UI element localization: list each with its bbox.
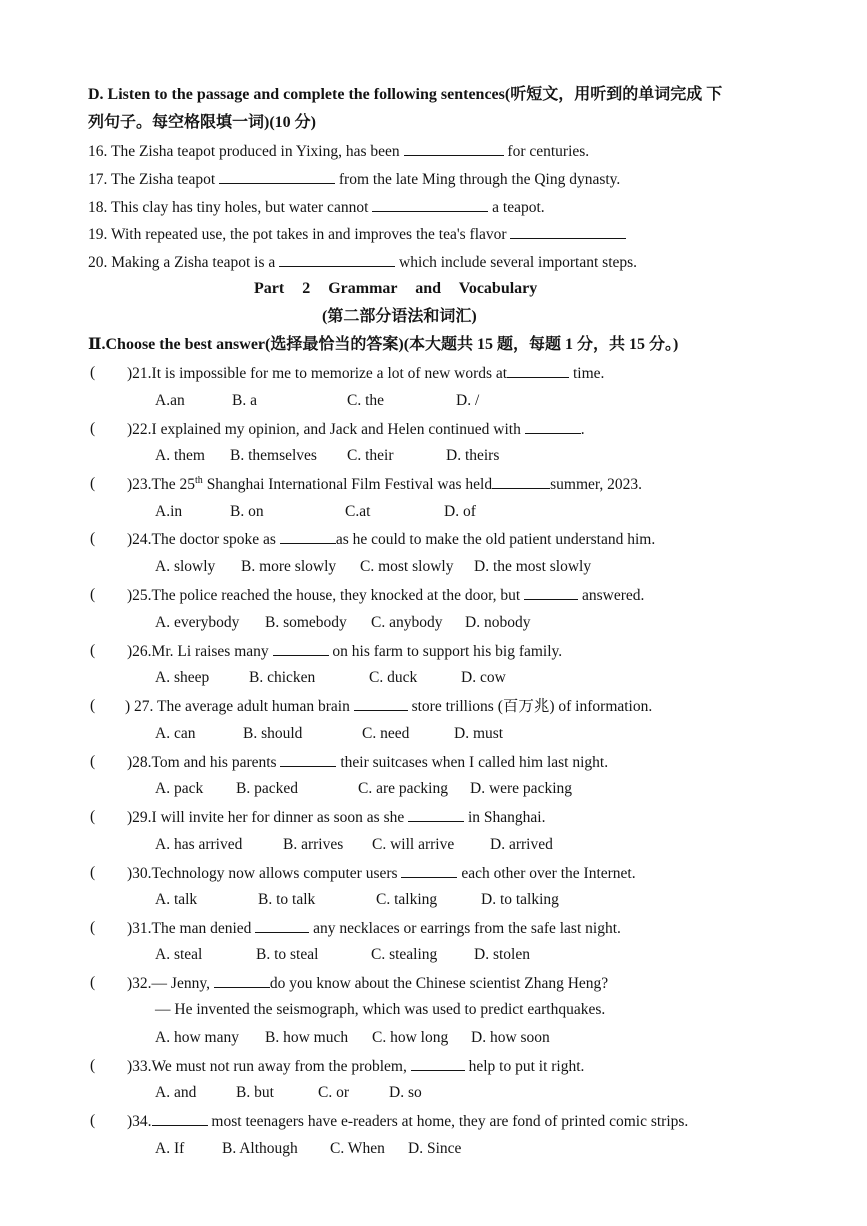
option-b[interactable]: B. on (230, 503, 264, 520)
question-number: )22. (127, 421, 152, 438)
option-a[interactable]: A. sheep (155, 669, 210, 686)
question-26 (127, 641, 562, 662)
question-22 (127, 419, 585, 440)
option-b[interactable]: B. a (232, 392, 257, 409)
item-text: from the late Ming through the Qing dynasty. (335, 171, 621, 188)
question-number: )28. (127, 754, 152, 771)
option-a[interactable]: A. everybody (155, 614, 240, 631)
answer-blank (525, 419, 581, 434)
fill-item-16 (88, 141, 589, 162)
option-b[interactable]: B. arrives (283, 836, 344, 853)
question-30 (127, 863, 636, 884)
question-text: The police reached the house, they knocked at the door, but (151, 587, 525, 604)
option-a[interactable]: A. talk (155, 891, 198, 908)
option-b[interactable]: B. more slowly (241, 558, 337, 575)
question-number: )30. (127, 865, 152, 882)
answer-paren[interactable]: ( (90, 697, 96, 714)
answer-blank (214, 973, 270, 988)
option-d[interactable]: D. Since (408, 1140, 462, 1157)
option-d[interactable]: D. of (444, 503, 476, 520)
option-c[interactable]: C. most slowly (360, 558, 454, 575)
question-number: )25. (127, 587, 152, 604)
answer-blank (401, 863, 457, 878)
section-d-title: D. Listen to the passage and complete the following sentences(听短文，用听到的单词完成 下 (88, 86, 723, 103)
option-a[interactable]: A. pack (155, 780, 204, 797)
question-text: The 25 (151, 476, 196, 493)
question-number: ) 27. (125, 698, 154, 715)
question-text: It is impossible for me to memorize a lot of new words at (151, 365, 508, 382)
option-a[interactable]: A. If (155, 1140, 185, 1157)
answer-blank[interactable] (510, 224, 626, 239)
answer-paren[interactable]: ( (90, 808, 96, 825)
item-text: a teapot. (488, 199, 545, 216)
option-b[interactable]: B. chicken (249, 669, 316, 686)
item-text: 16. The Zisha teapot produced in Yixing, has been (88, 143, 404, 160)
option-b[interactable]: B. packed (236, 780, 298, 797)
answer-paren[interactable]: ( (90, 1057, 96, 1074)
option-d[interactable]: D. theirs (446, 447, 500, 464)
question-text: The man denied (151, 920, 256, 937)
answer-blank (524, 585, 578, 600)
answer-blank (408, 807, 464, 822)
answer-blank[interactable] (219, 169, 335, 184)
question-23 (127, 474, 642, 495)
option-c[interactable]: C.at (345, 503, 371, 520)
answer-blank (354, 696, 408, 711)
question-text: Tom and his parents (151, 754, 281, 771)
option-a[interactable]: A. can (155, 725, 196, 742)
answer-blank (411, 1056, 465, 1071)
answer-blank (280, 529, 336, 544)
option-d[interactable]: D. / (456, 392, 480, 409)
question-21 (127, 363, 604, 384)
option-c[interactable]: C. anybody (371, 614, 443, 631)
answer-paren[interactable]: ( (90, 642, 96, 659)
option-a[interactable]: A. how many (155, 1029, 239, 1046)
option-d[interactable]: D. must (454, 725, 504, 742)
option-d[interactable]: D. so (389, 1084, 422, 1101)
question-text: Mr. Li raises many (151, 643, 273, 660)
section-ii-title: Ⅱ.Choose the best answer(选择最恰当的答案)(本大题共 15 题，每题 1 分，共 15 分。) (88, 336, 679, 353)
question-text: as he could to make the old patient understand him. (335, 531, 656, 548)
fill-item-19 (88, 224, 626, 245)
question-31 (127, 918, 621, 939)
option-c[interactable]: C. how long (372, 1029, 449, 1046)
option-c[interactable]: C. the (347, 392, 385, 409)
option-c[interactable]: C. are packing (358, 780, 448, 797)
answer-blank (255, 918, 309, 933)
question-text: help to put it right. (464, 1058, 585, 1075)
answer-blank[interactable] (404, 141, 504, 156)
option-c[interactable]: C. their (347, 447, 394, 464)
item-text: for centuries. (503, 143, 590, 160)
answer-blank (507, 363, 569, 378)
answer-blank[interactable] (372, 197, 488, 212)
option-d[interactable]: D. cow (461, 669, 506, 686)
question-29 (127, 807, 545, 828)
question-text: most teenagers have e-readers at home, they are fond of printed comic strips. (207, 1113, 689, 1130)
question-text: I explained my opinion, and Jack and Helen continued with (151, 421, 525, 438)
option-b[interactable]: B. somebody (265, 614, 347, 631)
question-number: )33. (127, 1058, 152, 1075)
question-number: )23. (127, 476, 152, 493)
question-text: I will invite her for dinner as soon as she (151, 809, 409, 826)
question-number: )31. (127, 920, 152, 937)
option-a[interactable]: A. steal (155, 946, 203, 963)
option-c[interactable]: C. or (318, 1084, 349, 1101)
option-b[interactable]: B. how much (265, 1029, 349, 1046)
question-27 (125, 696, 652, 717)
question-text: . (580, 421, 585, 438)
question-text: The average adult human brain (157, 698, 354, 715)
question-number: )32. (127, 975, 152, 992)
answer-paren[interactable]: ( (90, 364, 96, 381)
option-d[interactable]: D. how soon (471, 1029, 550, 1046)
question-text: each other over the Internet. (457, 865, 636, 882)
superscript: th (195, 474, 203, 486)
question-34 (127, 1111, 688, 1132)
option-c[interactable]: C. stealing (371, 946, 438, 963)
question-number: )29. (127, 809, 152, 826)
option-d[interactable]: D. stolen (474, 946, 530, 963)
question-24 (127, 529, 655, 550)
item-text: 20. Making a Zisha teapot is a (88, 254, 280, 271)
answer-blank (492, 474, 550, 489)
answer-paren[interactable]: ( (90, 420, 96, 437)
answer-blank (273, 641, 329, 656)
option-a[interactable]: A.an (155, 392, 185, 409)
option-a[interactable]: A. them (155, 447, 205, 464)
answer-blank (152, 1111, 208, 1126)
option-b[interactable]: B. themselves (230, 447, 317, 464)
item-text: which include several important steps. (395, 254, 638, 271)
question-text: in Shanghai. (464, 809, 546, 826)
question-text: Technology now allows computer users (151, 865, 402, 882)
question-text: answered. (578, 587, 645, 604)
option-c[interactable]: C. duck (369, 669, 418, 686)
option-c[interactable]: C. talking (376, 891, 438, 908)
question-25 (127, 585, 644, 606)
answer-paren[interactable]: ( (90, 974, 96, 991)
answer-paren[interactable]: ( (90, 919, 96, 936)
option-b[interactable]: B. but (236, 1084, 274, 1101)
question-28 (127, 752, 608, 773)
item-text: 18. This clay has tiny holes, but water cannot (88, 199, 373, 216)
question-number: )26. (127, 643, 152, 660)
option-b[interactable]: B. should (243, 725, 303, 742)
question-text: Shanghai International Film Festival was held (202, 476, 493, 493)
answer-blank (280, 752, 336, 767)
question-text: do you know about the Chinese scientist Zhang Heng? (269, 975, 609, 992)
question-33 (127, 1056, 584, 1077)
answer-paren[interactable]: ( (90, 753, 96, 770)
option-c[interactable]: C. need (362, 725, 410, 742)
option-d[interactable]: D. to talking (481, 891, 559, 908)
question-number: )24. (127, 531, 152, 548)
answer-paren[interactable]: ( (90, 864, 96, 881)
part-2-subtitle: (第二部分语法和词汇) (322, 308, 477, 325)
item-text: 19. With repeated use, the pot takes in and improves the tea's flavor (88, 226, 511, 243)
question-text: on his farm to support his big family. (328, 643, 563, 660)
question-text: time. (569, 365, 605, 382)
fill-item-17 (88, 169, 620, 190)
fill-item-18 (88, 197, 545, 218)
question-text: their suitcases when I called him last night. (336, 754, 609, 771)
option-a[interactable]: A. slowly (155, 558, 216, 575)
question-text: store trillions (百万兆) of information. (407, 698, 653, 715)
option-d[interactable]: D. were packing (470, 780, 572, 797)
question-text: any necklaces or earrings from the safe last night. (309, 920, 621, 937)
question-text: — Jenny, (151, 975, 214, 992)
option-b[interactable]: B. to steal (256, 946, 319, 963)
option-d[interactable]: D. the most slowly (474, 558, 592, 575)
answer-blank[interactable] (279, 252, 395, 267)
question-text: The doctor spoke as (151, 531, 280, 548)
part-2-title: Part 2 Grammar and Vocabulary (254, 280, 538, 297)
option-d[interactable]: D. arrived (490, 836, 553, 853)
question-text: summer, 2023. (550, 476, 643, 493)
question-number: )34. (127, 1113, 152, 1130)
option-b[interactable]: B. Although (222, 1140, 298, 1157)
option-c[interactable]: C. When (330, 1140, 385, 1157)
question-number: )21. (127, 365, 152, 382)
option-c[interactable]: C. will arrive (372, 836, 455, 853)
section-d-title-cont: 列句子。每空格限填一词)(10 分) (88, 114, 316, 131)
question-32-response: — He invented the seismograph, which was used to predict earthquakes. (155, 1001, 606, 1018)
answer-paren[interactable]: ( (90, 530, 96, 547)
answer-paren[interactable]: ( (90, 475, 96, 492)
option-a[interactable]: A. has arrived (155, 836, 243, 853)
option-b[interactable]: B. to talk (258, 891, 316, 908)
question-32 (127, 973, 608, 994)
option-d[interactable]: D. nobody (465, 614, 531, 631)
answer-paren[interactable]: ( (90, 586, 96, 603)
fill-item-20 (88, 252, 637, 273)
option-a[interactable]: A.in (155, 503, 183, 520)
option-a[interactable]: A. and (155, 1084, 197, 1101)
item-text: 17. The Zisha teapot (88, 171, 220, 188)
question-text: We must not run away from the problem, (151, 1058, 411, 1075)
answer-paren[interactable]: ( (90, 1112, 96, 1129)
